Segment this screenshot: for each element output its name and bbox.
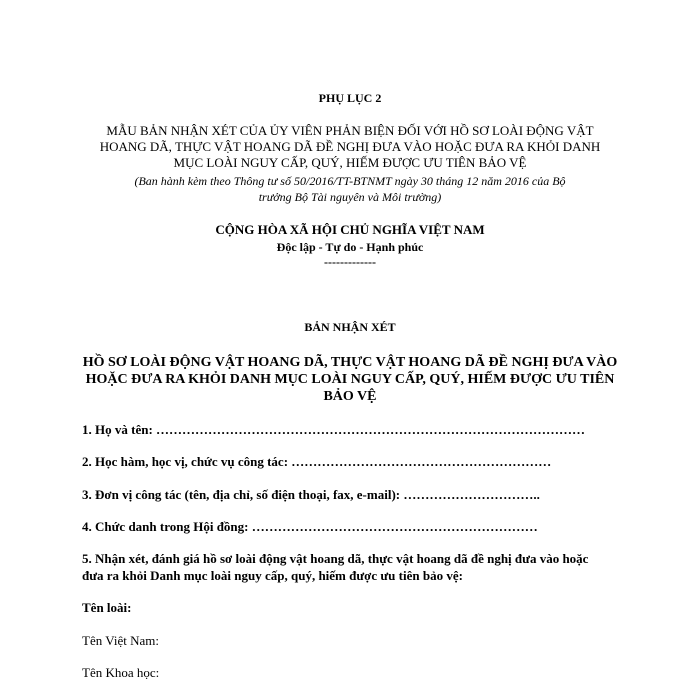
document-title: BẢN NHẬN XÉT [304,320,396,334]
form-title-line-2: HOANG DÃ, THỰC VẬT HOANG DÃ ĐỀ NGHỊ ĐƯA VÀO HOẶC ĐƯA RA KHỎI DANH [99,139,601,154]
form-title-line-1: MẪU BẢN NHẬN XÉT CỦA ỦY VIÊN PHẢN BIỆN ĐỐI VỚI HỒ SƠ LOÀI ĐỘNG VẬT [106,123,594,138]
national-motto: Độc lập - Tự do - Hạnh phúc [276,240,424,254]
document-subtitle-line-1: HỒ SƠ LOÀI ĐỘNG VẬT HOANG DÃ, THỰC VẬT HOANG DÃ ĐỀ NGHỊ ĐƯA VÀO [82,355,618,370]
vietnamese-name-label: Tên Việt Nam: [82,633,159,648]
species-label: Tên loài: [82,600,132,615]
document-subtitle-line-2: HOẶC ĐƯA RA KHỎI DANH MỤC LOÀI NGUY CẤP, QUÝ, HIẾM ĐƯỢC ƯU TIÊN [85,372,615,387]
field-full-name: 1. Họ và tên: ……………………………………………………………………………………… [82,422,586,437]
field-assessment-line-2: đưa ra khỏi Danh mục loài nguy cấp, quý, hiếm được ưu tiên bảo vệ: [82,568,463,583]
issued-note-line-1: (Ban hành kèm theo Thông tư số 50/2016/TT-BTNMT ngày 30 tháng 12 năm 2016 của Bộ [134,174,566,188]
appendix-heading: PHỤ LỤC 2 [318,91,382,105]
scientific-name-label: Tên Khoa học: [82,665,160,680]
field-assessment-line-1: 5. Nhận xét, đánh giá hồ sơ loài động vật hoang dã, thực vật hoang dã đề nghị đưa vào hoặc [82,551,589,566]
field-academic-title: 2. Học hàm, học vị, chức vụ công tác: …………………………………………………… [82,454,552,469]
separator-line: ------------- [324,255,376,269]
issued-note-line-2: trưởng Bộ Tài nguyên và Môi trường) [258,190,442,204]
country-name: CỘNG HÒA XÃ HỘI CHỦ NGHĨA VIỆT NAM [215,222,485,237]
form-title-line-3: MỤC LOÀI NGUY CẤP, QUÝ, HIẾM ĐƯỢC ƯU TIÊN BẢO VỆ [173,155,527,170]
field-council-role: 4. Chức danh trong Hội đồng: ………………………………………………………… [82,519,538,534]
field-workplace: 3. Đơn vị công tác (tên, địa chỉ, số điện thoại, fax, e-mail): ………………………….. [82,487,540,502]
document-subtitle-line-3: BẢO VỆ [323,389,377,404]
